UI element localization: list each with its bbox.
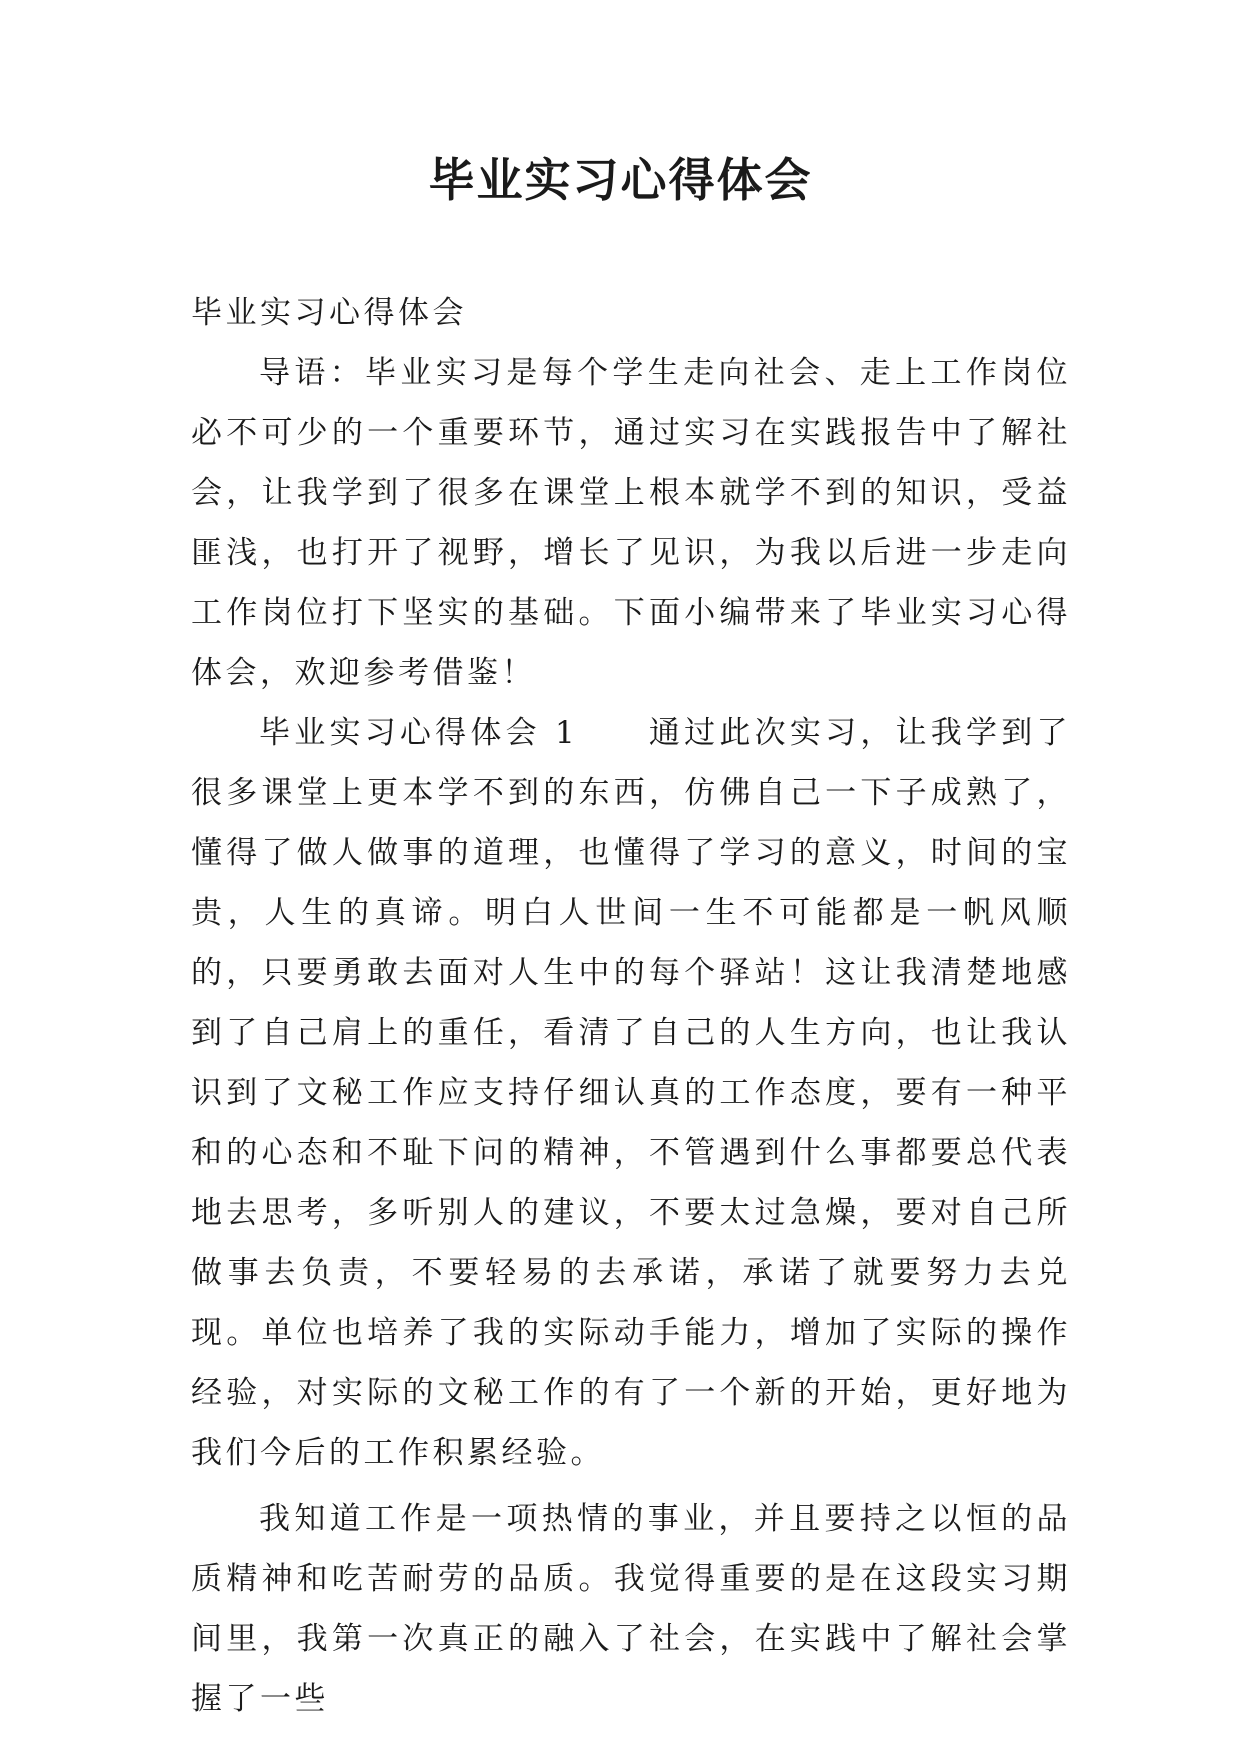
document-subtitle: 毕业实习心得体会 <box>191 295 467 331</box>
section1-paragraph <box>191 703 1071 1483</box>
document-title: 毕业实习心得体会 <box>428 153 813 207</box>
intro-paragraph: 导语：毕业实习是每个学生走向社会、走上工作岗位必不可少的一个重要环节，通过实习在实践报告中了解社会，让我学到了很多在课堂上根本就学不到的知识，受益匪浅，也打开了视野，增长了见识，为我以后进一步走向工作岗位打下坚实的基础。下面小编带来了毕业实习心得体会，欢迎参考借鉴！ <box>191 355 1071 691</box>
section1-heading: 毕业实习心得体会 1 <box>259 715 579 751</box>
document-body <box>191 283 1071 1729</box>
section1-body: 通过此次实习，让我学到了很多课堂上更本学不到的东西，仿佛自己一下子成熟了，懂得了做人做事的道理，也懂得了学习的意义，时间的宝贵，人生的真谛。明白人世间一生不可能都是一帆风顺的，只要勇敢去面对人生中的每个驿站！这让我清楚地感到了自己肩上的重任，看清了自己的人生方向，也让我认识到了文秘工作应支持仔细认真的工作态度，要有一种平和的心态和不耻下问的精神，不管遇到什么事都要总代表地去思考，多听别人的建议，不要太过急燥，要对自己所做事去负责，不要轻易的去承诺，承诺了就要努力去兑现。单位也培养了我的实际动手能力，增加了实际的操作经验，对实际的文秘工作的有了一个新的开始，更好地为我们今后的工作积累经验。 <box>191 715 1071 1471</box>
paragraph-2: 我知道工作是一项热情的事业，并且要持之以恒的品质精神和吃苦耐劳的品质。我觉得重要的是在这段实习期间里，我第一次真正的融入了社会，在实践中了解社会掌握了一些 <box>191 1501 1071 1717</box>
